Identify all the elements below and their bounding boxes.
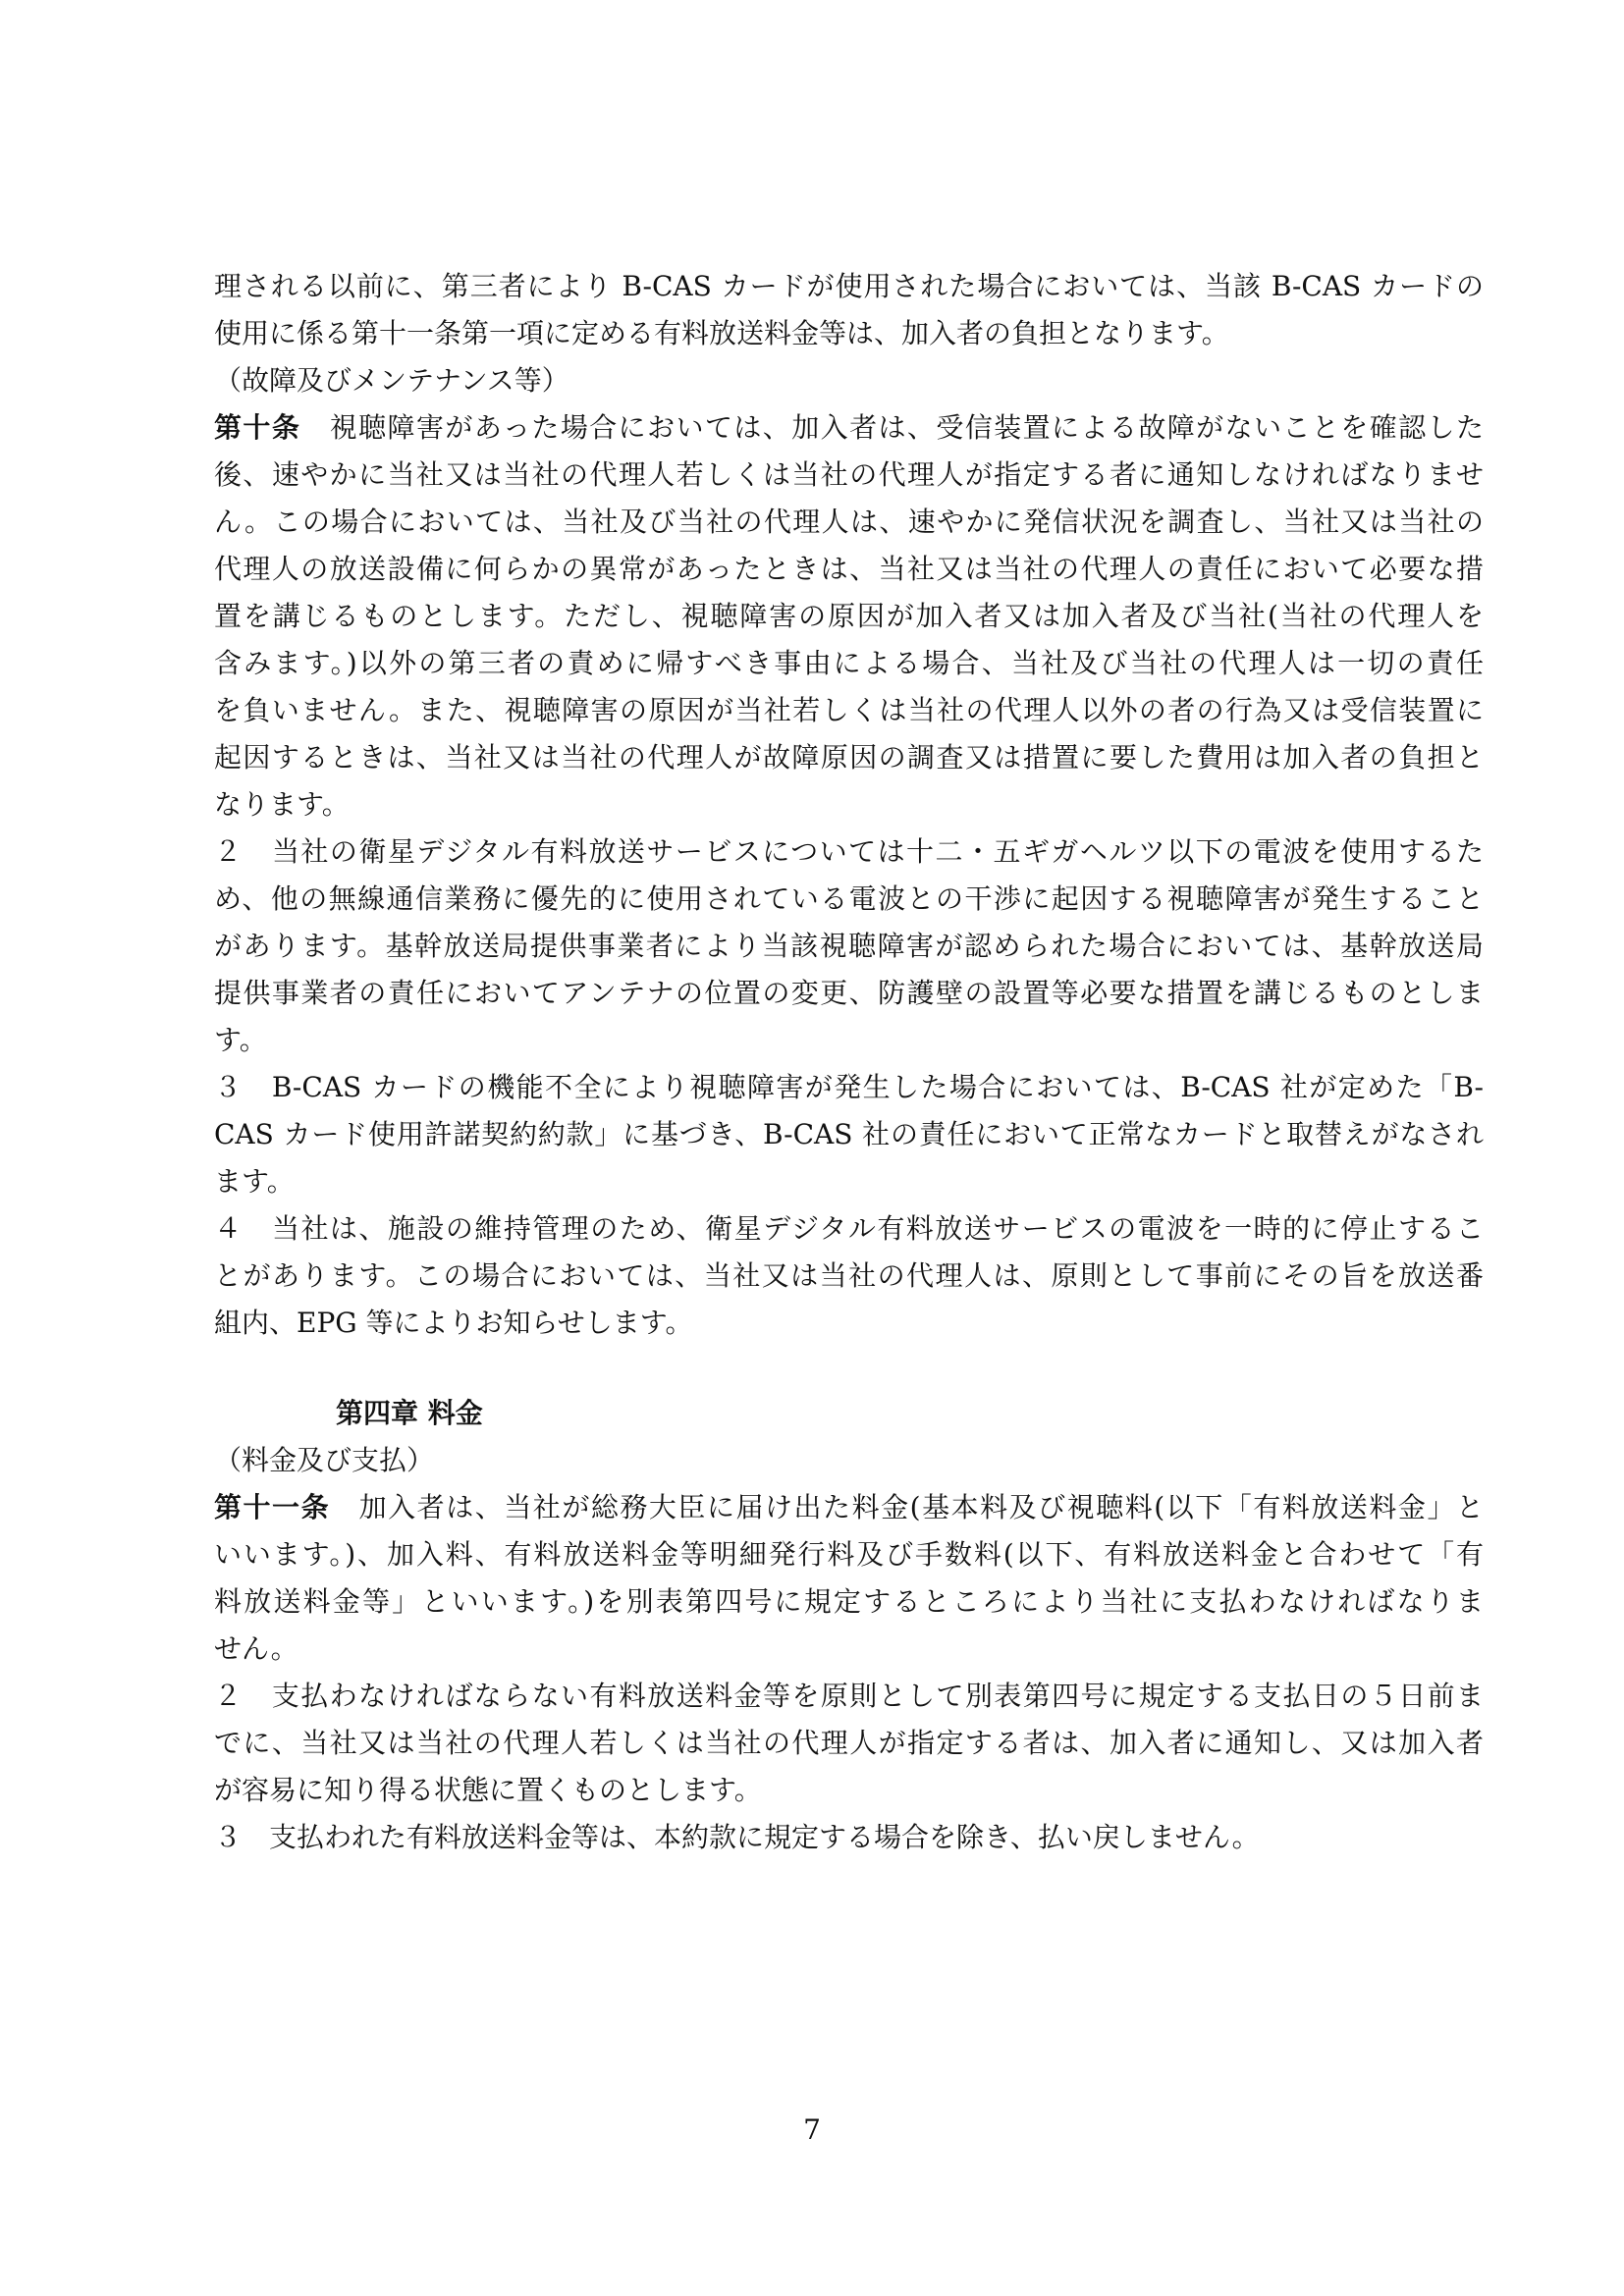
paragraph-line: 料放送料金等」といいます。)を別表第四号に規定するところにより当社に支払わなければなりま [214, 1585, 1484, 1618]
article-label: 第十一条 [214, 1491, 331, 1523]
article-caption: （故障及びメンテナンス等） [214, 364, 569, 397]
paragraph-line: とがあります。この場合においては、当社又は当社の代理人は、原則として事前にその旨を放送番 [214, 1259, 1484, 1292]
paragraph-line: ん。この場合においては、当社及び当社の代理人は、速やかに発信状況を調査し、当社又は当社の [214, 506, 1484, 538]
article-first-line [214, 404, 1484, 452]
chapter-title: 第四章 料金 [336, 1397, 483, 1429]
spacer [214, 1347, 1490, 1390]
article-caption: （料金及び支払） [214, 1444, 435, 1476]
page-number: 7 [803, 2113, 821, 2146]
paragraph-line: ３ B-CAS カードの機能不全により視聴障害が発生した場合においては、B-CAS 社が定めた「B- [214, 1071, 1484, 1103]
article-text: 視聴障害があった場合においては、加入者は、受信装置による故障がないことを確認した [300, 411, 1484, 444]
paragraph-line: 起因するときは、当社又は当社の代理人が故障原因の調査又は措置に要した費用は加入者の負担と [214, 741, 1484, 774]
paragraph-line: でに、当社又は当社の代理人若しくは当社の代理人が指定する者は、加入者に通知し、又は加入者 [214, 1727, 1484, 1759]
paragraph-line: 理される以前に、第三者により B-CAS カードが使用された場合においては、当該 B-CAS カードの [214, 270, 1484, 302]
paragraph-line: が容易に知り得る状態に置くものとします。 [214, 1774, 762, 1806]
article-text: 加入者は、当社が総務大臣に届け出た料金(基本料及び視聴料(以下「有料放送料金」と [330, 1491, 1484, 1523]
paragraph-line: なります。 [214, 788, 350, 821]
paragraph-line: 使用に係る第十一条第一項に定める有料放送料金等は、加入者の負担となります。 [214, 317, 1229, 349]
paragraph-line: 代理人の放送設備に何らかの異常があったときは、当社又は当社の代理人の責任において必要な措 [214, 553, 1484, 585]
paragraph-line: ２ 当社の衛星デジタル有料放送サービスについては十二・五ギガヘルツ以下の電波を使用するた [214, 835, 1484, 868]
paragraph-line: 提供事業者の責任においてアンテナの位置の変更、防護壁の設置等必要な措置を講じるものとしま [214, 977, 1484, 1009]
article-first-line [214, 1484, 1484, 1531]
paragraph-line: があります。基幹放送局提供事業者により当該視聴障害が認められた場合においては、基幹放送局 [214, 930, 1484, 962]
paragraph-line: 含みます。)以外の第三者の責めに帰すべき事由による場合、当社及び当社の代理人は一切の責任 [214, 647, 1484, 679]
paragraph-line: め、他の無線通信業務に優先的に使用されている電波との干渉に起因する視聴障害が発生すること [214, 882, 1484, 915]
paragraph-line: いいます。)、加入料、有料放送料金等明細発行料及び手数料(以下、有料放送料金と合わせて「有 [214, 1538, 1484, 1571]
document-body [214, 263, 1490, 1861]
paragraph-line: 組内、EPG 等によりお知らせします。 [214, 1307, 693, 1339]
article-label: 第十条 [214, 411, 301, 444]
paragraph-line: ３ 支払われた有料放送料金等は、本約款に規定する場合を除き、払い戻しません。 [214, 1821, 1260, 1853]
paragraph-line: ます。 [214, 1165, 295, 1198]
paragraph-line: を負いません。また、視聴障害の原因が当社若しくは当社の代理人以外の者の行為又は受信装置に [214, 694, 1484, 726]
paragraph-line: 後、速やかに当社又は当社の代理人若しくは当社の代理人が指定する者に通知しなければなりませ [214, 458, 1484, 491]
paragraph-line: ４ 当社は、施設の維持管理のため、衛星デジタル有料放送サービスの電波を一時的に停止するこ [214, 1212, 1484, 1245]
paragraph-line: ２ 支払わなければならない有料放送料金等を原則として別表第四号に規定する支払日の５日前ま [214, 1680, 1484, 1712]
paragraph-line: CAS カード使用許諾契約約款」に基づき、B-CAS 社の責任において正常なカードと取替えがなされ [214, 1118, 1484, 1150]
paragraph-line: せん。 [214, 1632, 298, 1665]
paragraph-line: 置を講じるものとします。ただし、視聴障害の原因が加入者又は加入者及び当社(当社の代理人を [214, 600, 1484, 632]
paragraph-line: す。 [214, 1024, 267, 1056]
